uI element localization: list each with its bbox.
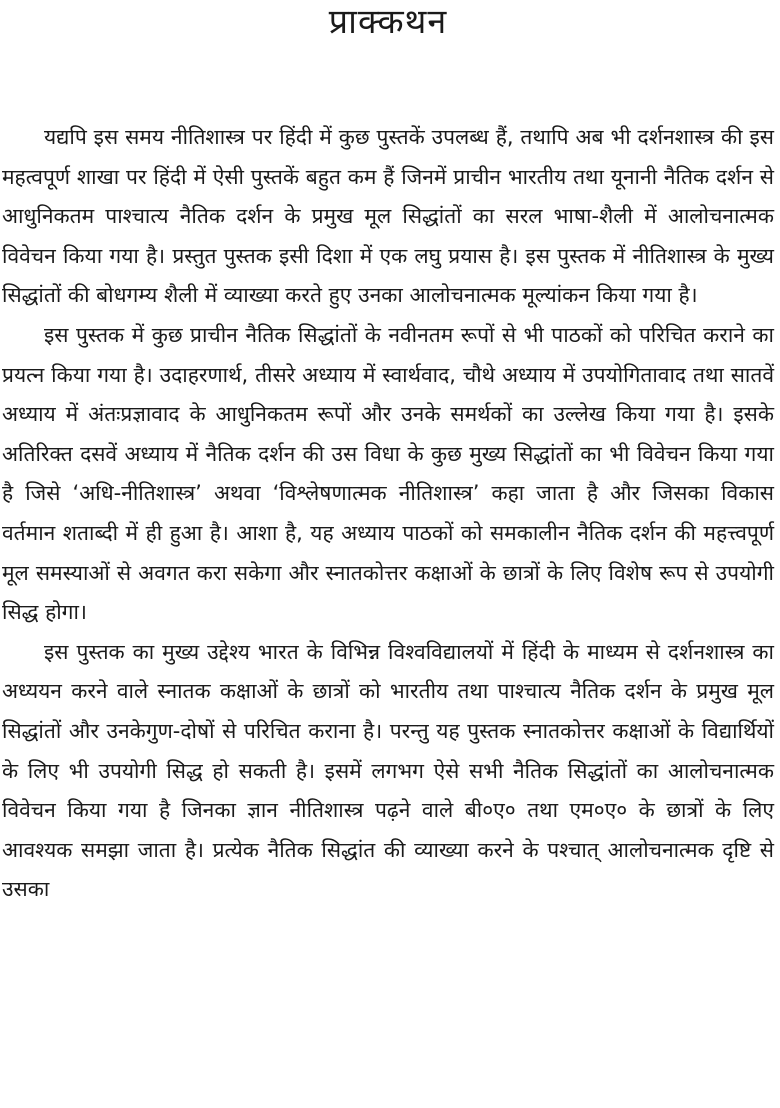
paragraph-3: इस पुस्तक का मुख्य उद्देश्य भारत के विभिन्न विश्वविद्यालयों में हिंदी के माध्यम से दर्शनशास्त्र का अध्ययन करने वाले स्नातक कक्षाओं के छात्रों को भारतीय तथा पाश्चात्य नैतिक दर्शन के प्रमुख मूल सिद्धांतों और उनकेगुण-दोषों से परिचित कराना है। परन्तु यह पुस्तक स्नातकोत्तर कक्षाओं के विद्यार्थियों के लिए भी उपयोगी सिद्ध हो सकती है। इसमें लगभग ऐसे सभी नैतिक सिद्धांतों का आलोचनात्मक विवेचन किया गया है जिनका ज्ञान नीतिशास्त्र पढ़ने वाले बी०ए० तथा एम०ए० के छात्रों के लिए आवश्यक समझा जाता है। प्रत्येक नैतिक सिद्धांत की व्याख्या करने के पश्चात् आलोचनात्मक दृष्टि से उसका xyxy=(2,639,774,902)
preface-body xyxy=(2,118,774,910)
paragraph-2: इस पुस्तक में कुछ प्राचीन नैतिक सिद्धांतों के नवीनतम रूपों से भी पाठकों को परिचित कराने का प्रयत्न किया गया है। उदाहरणार्थ, तीसरे अध्याय में स्वार्थवाद, चौथे अध्याय में उपयोगितावाद तथा सातवें अध्याय में अंतःप्रज्ञावाद के आधुनिकतम रूपों और उनके समर्थकों का उल्लेख किया गया है। इसके अतिरिक्त दसवें अध्याय में नैतिक दर्शन की उस विधा के कुछ मुख्य सिद्धांतों का भी विवेचन किया गया है जिसे ‘अधि-नीतिशास्त्र’ अथवा ‘विश्लेषणात्मक नीतिशास्त्र’ कहा जाता है और जिसका विकास वर्तमान शताब्दी में ही हुआ है। आशा है, यह अध्याय पाठकों को समकालीन नैतिक दर्शन की महत्त्वपूर्ण मूल समस्याओं से अवगत करा सकेगा और स्नातकोत्तर कक्षाओं के छात्रों के लिए विशेष रूप से उपयोगी सिद्ध होगा। xyxy=(2,322,774,625)
page-title: प्राक्कथन xyxy=(328,2,448,42)
paragraph-1: यद्यपि इस समय नीतिशास्त्र पर हिंदी में कुछ पुस्तकें उपलब्ध हैं, तथापि अब भी दर्शनशास्त्र की इस महत्वपूर्ण शाखा पर हिंदी में ऐसी पुस्तकें बहुत कम हैं जिनमें प्राचीन भारतीय तथा यूनानी नैतिक दर्शन से आधुनिकतम पाश्चात्य नैतिक दर्शन के प्रमुख मूल सिद्धांतों का सरल भाषा-शैली में आलोचनात्मक विवेचन किया गया है। प्रस्तुत पुस्तक इसी दिशा में एक लघु प्रयास है। इस पुस्तक में नीतिशास्त्र के मुख्य सिद्धांतों की बोधगम्य शैली में व्याख्या करते हुए उनका आलोचनात्मक मूल्यांकन किया गया है। xyxy=(2,125,774,308)
